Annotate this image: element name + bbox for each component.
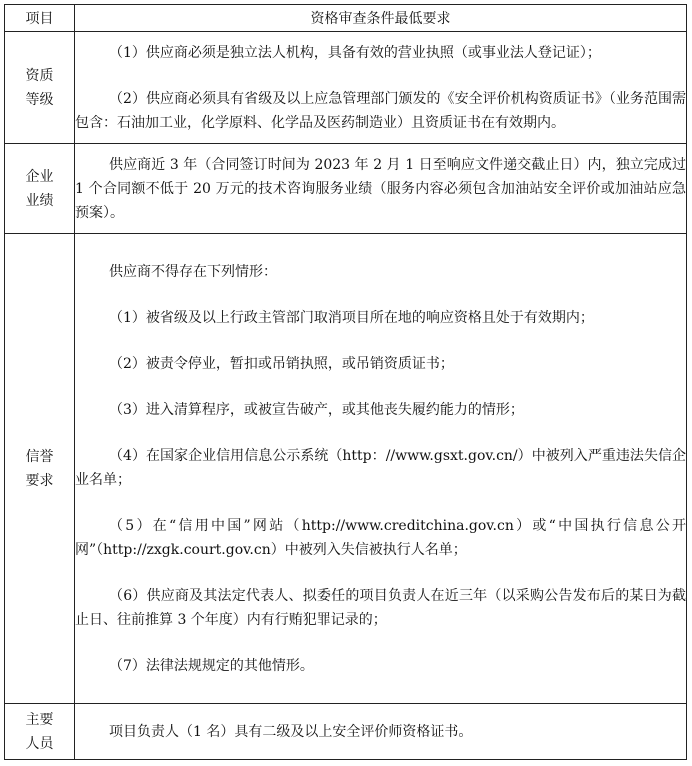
row-label-line: 信誉 bbox=[25, 448, 54, 465]
row-content bbox=[75, 32, 687, 144]
requirement-paragraph: （6）供应商及其法定代表人、拟委任的项目负责人在近三年（以采购公告发布后的某日为截止日、往前推算 3 个年度）内有行贿犯罪记录的； bbox=[75, 587, 686, 628]
row-label-line: 企业 bbox=[25, 168, 54, 185]
requirement-paragraph: （3）进入清算程序，或被宣告破产，或其他丧失履约能力的情形； bbox=[109, 401, 524, 418]
row-label-line: 资质 bbox=[25, 67, 54, 84]
row-content bbox=[75, 234, 687, 704]
table-row-performance bbox=[5, 144, 687, 234]
requirement-paragraph: （2）供应商必须具有省级及以上应急管理部门颁发的《安全评价机构资质证书》（业务范围需包含：石油加工业，化学原料、化学品及医药制造业）且资质证书在有效期内。 bbox=[75, 90, 686, 131]
row-label bbox=[5, 704, 75, 760]
row-label bbox=[5, 144, 75, 234]
requirement-paragraph: （1）被省级及以上行政主管部门取消项目所在地的响应资格且处于有效期内； bbox=[109, 309, 594, 326]
row-label bbox=[5, 32, 75, 144]
requirement-paragraph: 项目负责人（1 名）具有二级及以上安全评价师资格证书。 bbox=[109, 723, 473, 740]
requirement-paragraph: （5）在“信用中国”网站（http://www.creditchina.gov.cn）或“中国执行信息公开网”（http://zxgk.court.gov.cn）中被列入失信被执行人名单； bbox=[75, 517, 686, 558]
requirement-paragraph: （4）在国家企业信用信息公示系统（http：//www.gsxt.gov.cn/）中被列入严重违法失信企业名单； bbox=[75, 447, 686, 488]
row-label-line: 人员 bbox=[25, 735, 54, 752]
requirement-paragraph: 供应商不得存在下列情形： bbox=[109, 263, 277, 280]
header-requirements: 资格审查条件最低要求 bbox=[75, 5, 687, 32]
row-label-line: 要求 bbox=[25, 472, 54, 489]
table-row-personnel bbox=[5, 704, 687, 760]
table-header-row bbox=[5, 5, 687, 32]
row-content bbox=[75, 144, 687, 234]
requirement-paragraph: （7）法律法规规定的其他情形。 bbox=[109, 657, 314, 674]
header-item: 项目 bbox=[5, 5, 75, 32]
row-label bbox=[5, 234, 75, 704]
requirement-paragraph: （2）被责令停业，暂扣或吊销执照，或吊销资质证书； bbox=[109, 355, 454, 372]
table-row-qualification bbox=[5, 32, 687, 144]
requirement-paragraph: 供应商近 3 年（合同签订时间为 2023 年 2 月 1 日至响应文件递交截止日）内，独立完成过 1 个合同额不低于 20 万元的技术咨询服务业绩（服务内容必须包含加油站安全评价或加油站应急预案）。 bbox=[75, 156, 686, 221]
row-label-line: 业绩 bbox=[25, 192, 54, 209]
row-content bbox=[75, 704, 687, 760]
row-label-line: 主要 bbox=[25, 711, 54, 728]
table-row-credit bbox=[5, 234, 687, 704]
qualification-requirements-table bbox=[4, 4, 687, 760]
row-label-line: 等级 bbox=[25, 91, 54, 108]
requirement-paragraph: （1）供应商必须是独立法人机构，具备有效的营业执照（或事业法人登记证）； bbox=[109, 44, 601, 61]
